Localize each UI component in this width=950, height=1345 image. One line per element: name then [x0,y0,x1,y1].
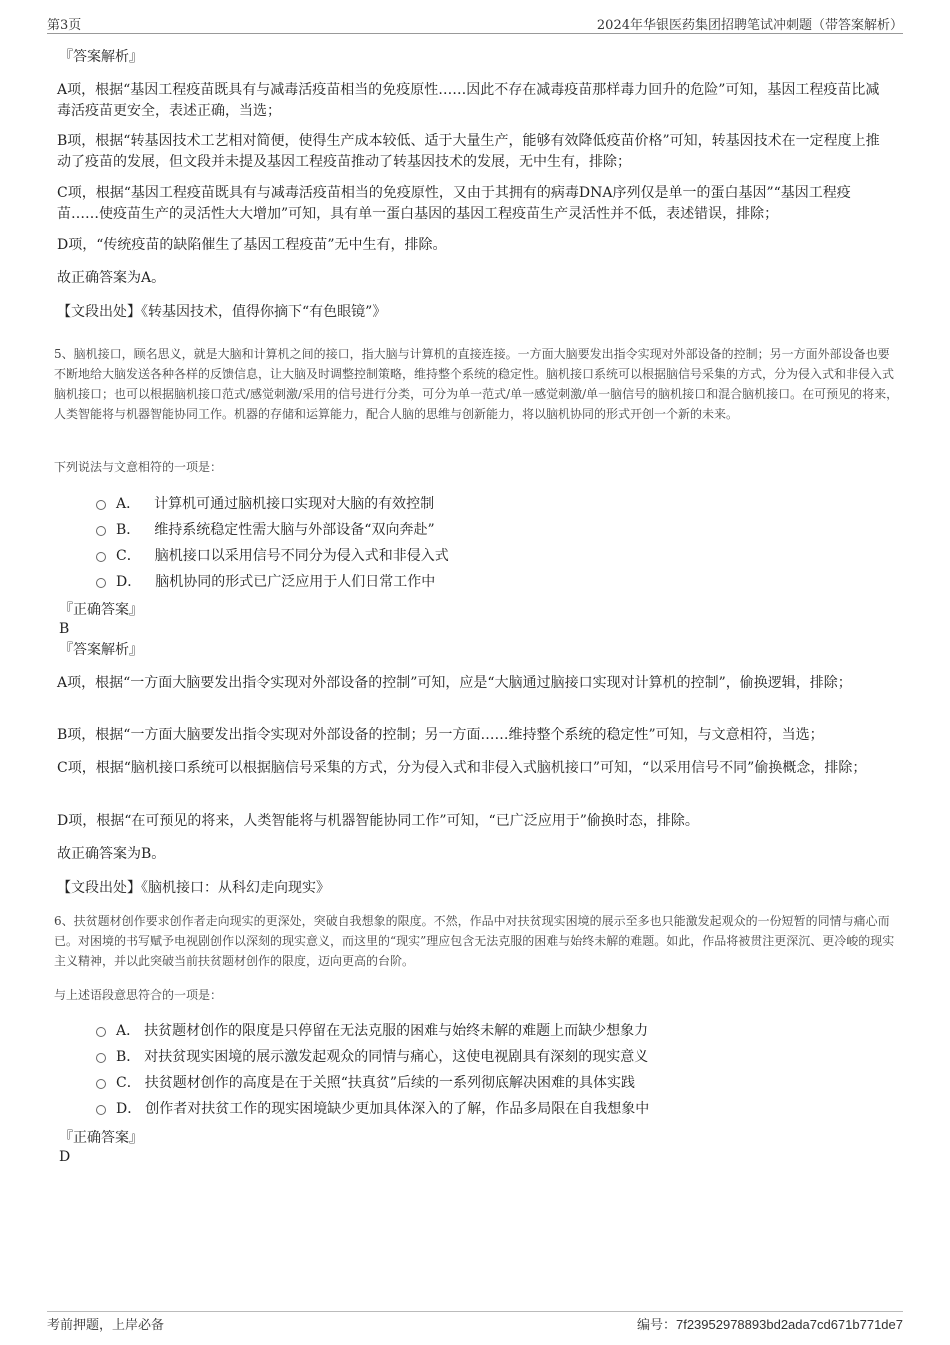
document-code [637,1314,903,1333]
q4-analysis-c: C项，根据“基因工程疫苗既具有与减毒活疫苗相当的免疫原性，又由于其拥有的病毒DNA序列仅是单一的蛋白基因”“基因工程疫苗……使疫苗生产的灵活性大大增加”可知，具有单一蛋白基因的基因工程疫苗生产灵活性并不低，表述错误，排除； [57,185,851,222]
q5-analysis-c: C项，根据“脑机接口系统可以根据脑信号采集的方式，分为侵入式和非侵入式脑机接口”可知，“以采用信号不同”偷换概念，排除； [57,760,867,776]
q6-option-b[interactable] [96,1047,648,1067]
document-code-label: 编号： [636,1318,676,1333]
radio-icon[interactable] [96,578,106,588]
radio-icon[interactable] [96,1027,106,1037]
footer-slogan: 考前押题，上岸必备 [47,1318,165,1333]
q5-analysis-b: B项，根据“一方面大脑要发出指令实现对外部设备的控制；另一方面……维持整个系统的稳定性”可知，与文意相符，当选； [57,727,824,743]
page-number: 第3页 [47,18,82,33]
q4-conclusion: 故正确答案为A。 [57,270,166,286]
q6-option-a[interactable] [96,1021,648,1041]
footer-divider [47,1311,903,1312]
option-text: 计算机可通过脑机接口实现对大脑的有效控制 [154,496,435,512]
q4-analysis-heading: 『答案解析』 [59,49,143,65]
option-text: 脑机协同的形式已广泛应用于人们日常工作中 [155,574,436,590]
option-letter: D． [116,574,142,590]
q5-analysis-d: D项，根据“在可预见的将来，人类智能将与机器智能协同工作”可知，“已广泛应用于”偷换时态，排除。 [57,813,699,829]
q4-analysis-b: B项，根据“转基因技术工艺相对简便，使得生产成本较低、适于大量生产，能够有效降低疫苗价格”可知，转基因技术在一定程度上推动了疫苗的发展，但文段并未提及基因工程疫苗推动了转基因技术的发展，无中生有，排除； [57,133,880,170]
radio-icon[interactable] [96,1079,106,1089]
radio-icon[interactable] [96,526,106,536]
q6-passage: 6、扶贫题材创作要求创作者走向现实的更深处，突破自我想象的限度。不然，作品中对扶贫现实困境的展示至多也只能激发起观众的一份短暂的同情与痛心而已。对困境的书写赋予电视剧创作以深刻的现实意义，而这里的“现实”理应包含无法克服的困难与始终未解的难题。如此，作品将被贯注更深沉、更冷峻的现实主义精神，并以此突破当前扶贫题材创作的限度，迈向更高的台阶。 [54,914,895,968]
q6-option-c[interactable] [96,1073,635,1093]
option-text: 扶贫题材创作的限度是只停留在无法克服的困难与始终未解的难题上而缺少想象力 [144,1023,649,1039]
q4-source: 【文段出处】《转基因技术，值得你摘下“有色眼镜”》 [57,304,387,320]
q5-option-c[interactable] [96,546,449,566]
option-text: 维持系统稳定性需大脑与外部设备“双向奔赴” [154,522,435,538]
q5-answer-heading: 『正确答案』 [59,602,143,618]
q5-conclusion: 故正确答案为B。 [57,846,166,862]
option-letter: B． [116,522,141,538]
document-title: 2024年华银医药集团招聘笔试冲刺题（带答案解析） [596,18,903,33]
q6-option-d[interactable] [96,1099,649,1119]
q5-prompt: 下列说法与文意相符的一项是： [54,460,223,474]
q5-passage: 5、脑机接口，顾名思义，就是大脑和计算机之间的接口，指大脑与计算机的直接连接。一方面大脑要发出指令实现对外部设备的控制；另一方面外部设备也要不断地给大脑发送各种各样的反馈信息，让大脑及时调整控制策略，维持整个系统的稳定性。脑机接口系统可以根据脑信号采集的方式，分为侵入式和非侵入式脑机接口；也可以根据脑机接口范式/感觉刺激/采用的信号进行分类，可分为单一范式/单一感觉刺激/单一脑信号的脑机接口和混合脑机接口。在可预见的将来，人类智能将与机器智能协同工作。机器的存储和运算能力，配合人脑的思维与创新能力，将以脑机协同的形式开创一个新的未来。 [54,347,899,421]
q4-analysis-d: D项，“传统疫苗的缺陷催生了基因工程疫苗”无中生有，排除。 [57,237,447,253]
option-letter: D． [116,1101,142,1117]
q6-answer: D [59,1149,71,1165]
radio-icon[interactable] [96,1053,106,1063]
q5-answer: B [59,621,70,637]
q5-option-d[interactable] [96,572,435,592]
radio-icon[interactable] [96,1105,106,1115]
q5-analysis-heading: 『答案解析』 [59,642,143,658]
option-letter: B． [116,1049,141,1065]
q6-answer-heading: 『正确答案』 [59,1130,143,1146]
q6-prompt: 与上述语段意思符合的一项是： [54,988,223,1002]
option-text: 扶贫题材创作的高度是在于关照“扶真贫”后续的一系列彻底解决困难的具体实践 [144,1075,636,1091]
option-letter: C． [116,548,141,564]
option-text: 创作者对扶贫工作的现实困境缺少更加具体深入的了解，作品多局限在自我想象中 [145,1101,650,1117]
document-code-value: 7f23952978893bd2ada7cd671b771de7 [675,1317,903,1332]
q5-option-b[interactable] [96,520,435,540]
option-text: 对扶贫现实困境的展示激发起观众的同情与痛心，这使电视剧具有深刻的现实意义 [144,1049,649,1065]
radio-icon[interactable] [96,500,106,510]
q5-source: 【文段出处】《脑机接口：从科幻走向现实》 [57,880,330,896]
option-text: 脑机接口以采用信号不同分为侵入式和非侵入式 [154,548,449,564]
q4-analysis-a: A项，根据“基因工程疫苗既具有与减毒活疫苗相当的免疫原性……因此不存在减毒疫苗那样毒力回升的危险”可知，基因工程疫苗比减毒活疫苗更安全，表述正确，当选； [57,82,880,119]
option-letter: C． [116,1075,141,1091]
radio-icon[interactable] [96,552,106,562]
option-letter: A． [116,496,141,512]
q5-analysis-a: A项，根据“一方面大脑要发出指令实现对外部设备的控制”可知，应是“大脑通过脑接口实现对计算机的控制”，偷换逻辑，排除； [57,675,852,691]
header-divider [47,33,903,34]
q5-option-a[interactable] [96,494,434,514]
option-letter: A． [116,1023,141,1039]
